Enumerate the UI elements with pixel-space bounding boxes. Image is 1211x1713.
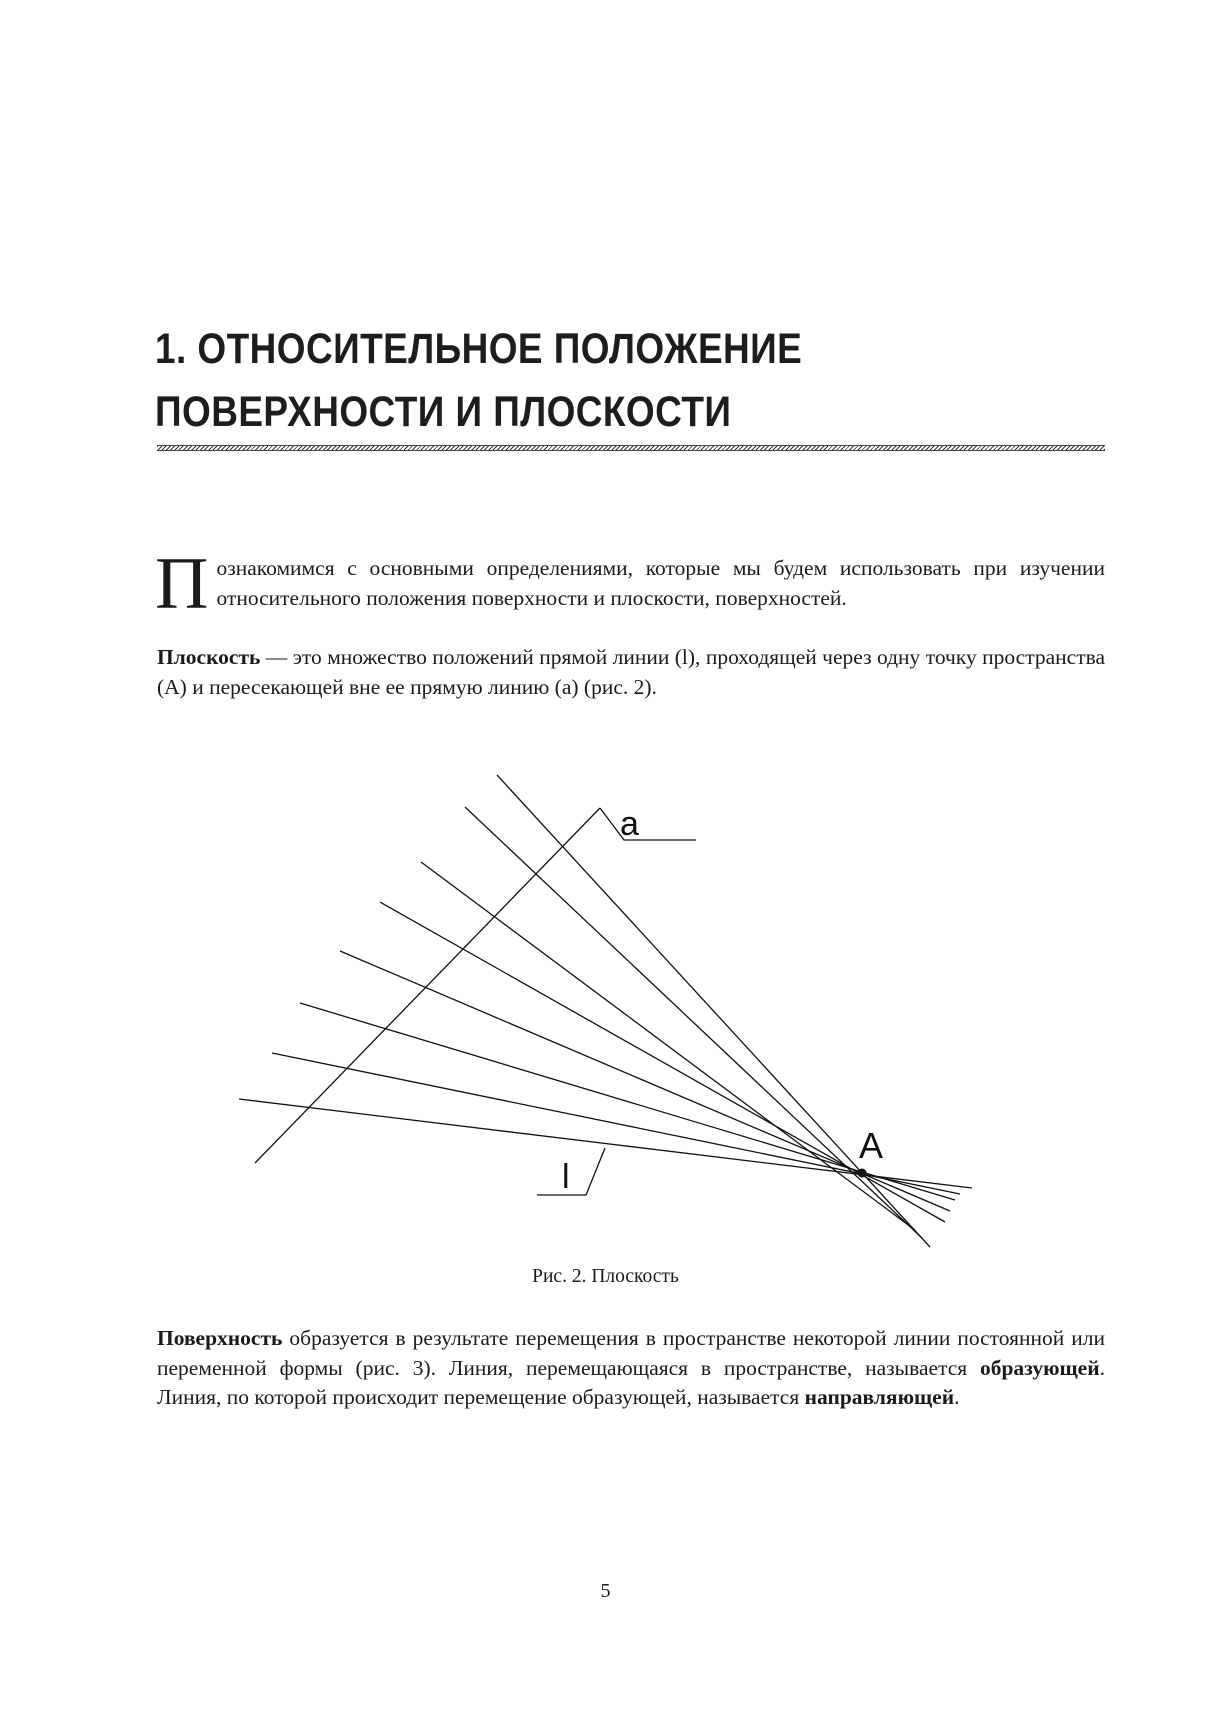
label-a: a [620, 805, 639, 843]
pencil-line-6 [300, 1003, 955, 1200]
plane-term: Плоскость [157, 645, 261, 669]
pencil-line-3 [421, 862, 915, 1230]
figure-caption: Рис. 2. Плоскость [532, 1266, 679, 1287]
surface-text-1: образуется в результате перемещения в пространстве некоторой линии постоянной или переменной формы (рис. 3). Линия, перемещающаяся в пространстве, называется [157, 1326, 1105, 1380]
chapter-title-line-2: ПОВЕРХНОСТИ И ПЛОСКОСТИ [155, 388, 732, 436]
surface-text-3: . [954, 1385, 960, 1409]
point-A [858, 1169, 867, 1178]
generatrix-term: образующей [979, 1355, 1100, 1380]
label-l: l [562, 1158, 570, 1196]
surface-definition-paragraph [157, 1324, 1105, 1413]
page-number: 5 [600, 1580, 611, 1602]
directrix-term: направляющей [804, 1385, 955, 1409]
surface-text-2: . Линия, по которой происходит перемещение образующей, называется [157, 1355, 1105, 1409]
leader-l [537, 1148, 605, 1195]
dropcap-letter: П [155, 543, 209, 625]
label-A: A [859, 1125, 884, 1166]
pencil-line-7 [272, 1053, 960, 1194]
chapter-title-line-1: 1. ОТНОСИТЕЛЬНОЕ ПОЛОЖЕНИЕ [155, 325, 803, 373]
leader-a [600, 808, 696, 840]
intro-text: ознакомимся с основными определениями, которые мы будем использовать при изучении относительного положения поверхности и плоскости, поверхностей. [216, 556, 1105, 610]
surface-term: Поверхность [157, 1326, 283, 1350]
plane-definition-text: — это множество положений прямой линии (l), проходящей через одну точку пространства (А) и пересекающей вне ее прямую линию (а) (рис. 2). [157, 645, 1105, 699]
